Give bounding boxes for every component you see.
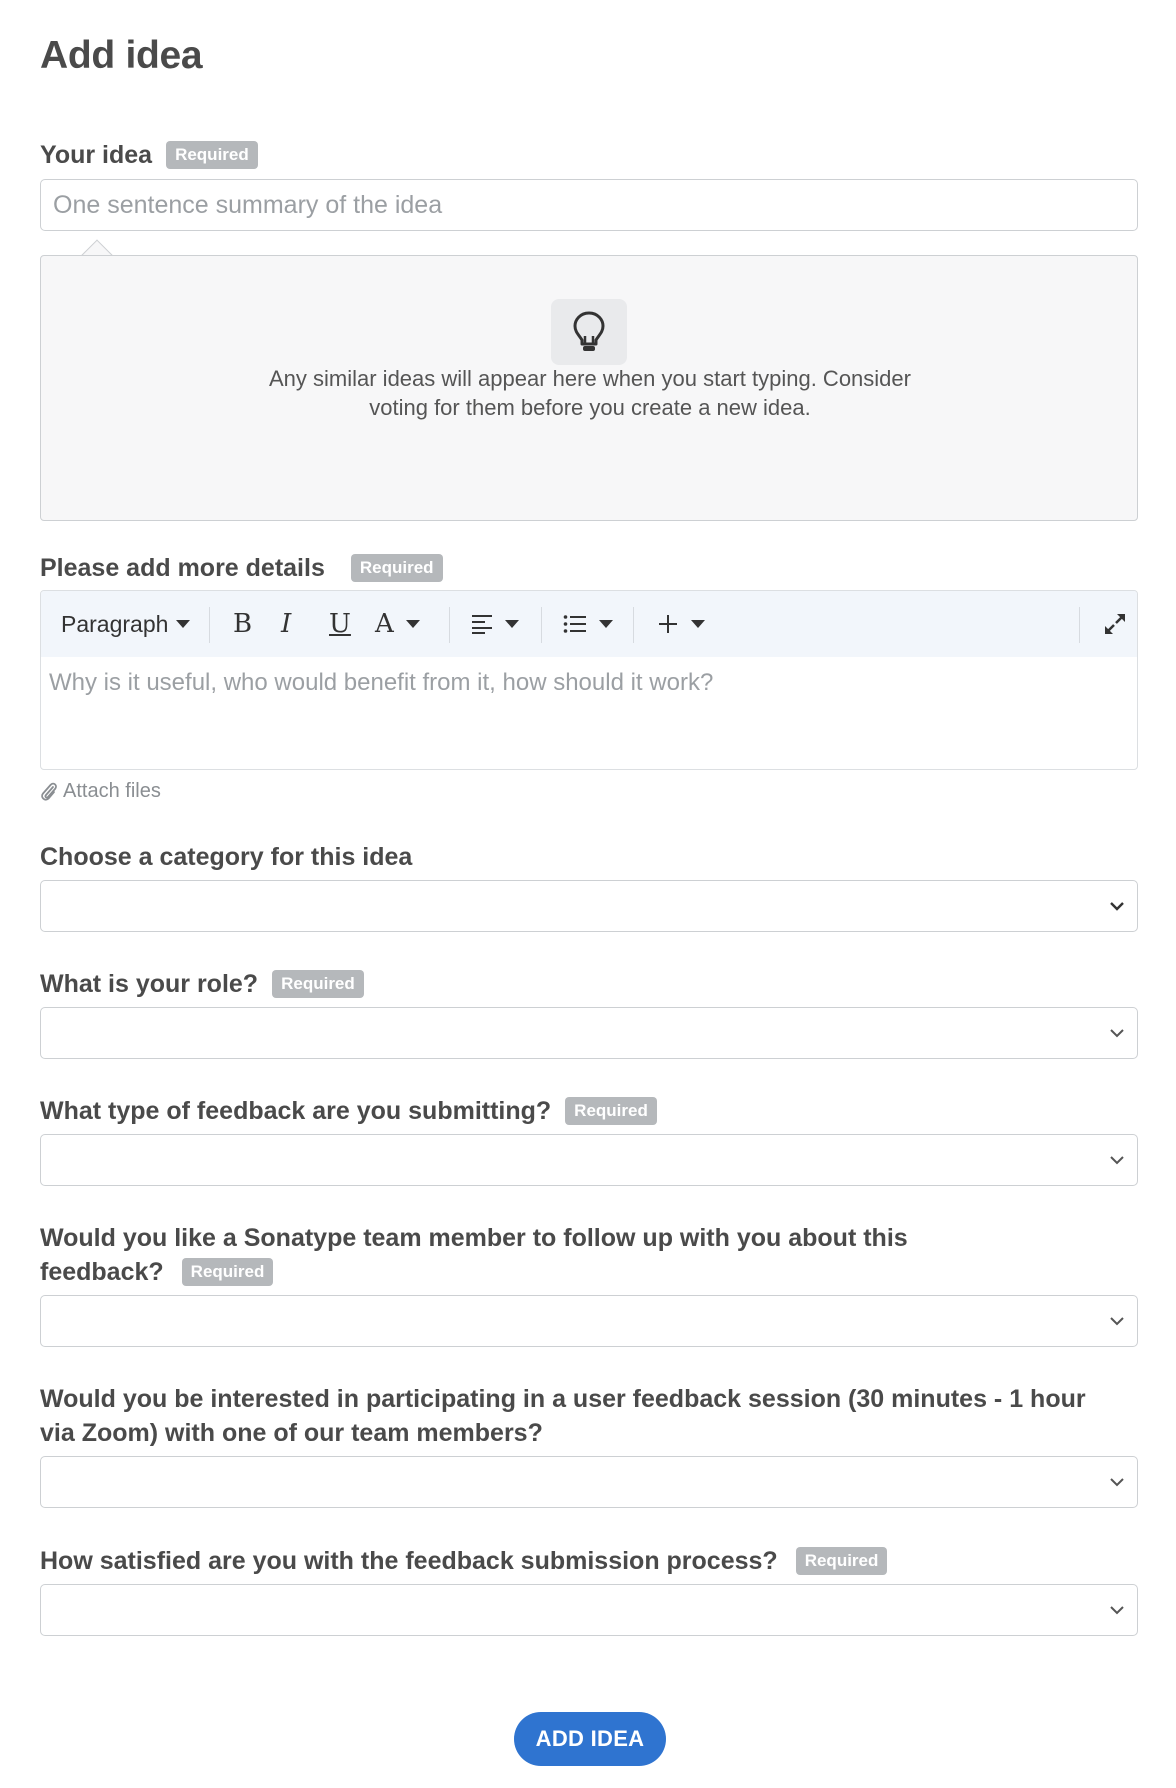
idea-label [40,138,258,172]
editor-toolbar [41,591,1137,657]
similar-ideas-line1: Any similar ideas will appear here when you start typing. Consider [269,366,911,391]
bold-button[interactable] [233,591,252,657]
fullscreen-button[interactable] [1103,591,1127,657]
italic-button[interactable] [281,591,291,657]
lightbulb-icon [551,299,627,365]
chevron-down-icon [505,620,519,628]
idea-summary-input[interactable] [40,179,1138,231]
role-label [40,967,364,1001]
chevron-down-icon [691,620,705,628]
underline-button[interactable] [329,591,351,657]
similar-ideas-panel [40,255,1138,521]
paperclip-icon [40,781,58,803]
chevron-down-icon [1107,1023,1127,1043]
similar-ideas-message [41,364,1139,422]
details-label-text: Please add more details [40,554,325,582]
block-format-label: Paragraph [61,610,169,637]
toolbar-divider [209,607,210,643]
required-badge: Required [565,1097,657,1125]
italic-icon: I [281,609,292,639]
role-select[interactable] [40,1007,1138,1059]
bold-icon: B [233,609,253,639]
toolbar-divider [1079,607,1080,643]
role-label-text: What is your role? [40,970,259,998]
required-badge: Required [182,1258,274,1286]
session-label [40,1382,1086,1450]
required-badge: Required [166,141,258,169]
attach-files-link[interactable] [40,780,161,803]
details-editor[interactable] [40,590,1138,770]
similar-ideas-line2: voting for them before you create a new idea. [369,395,811,420]
chevron-down-icon [599,620,613,628]
category-label [40,840,412,874]
session-label-line1: Would you be interested in participating in a user feedback session (30 minutes - 1 hour [40,1385,1086,1413]
font-color-dropdown[interactable] [375,591,420,657]
chevron-down-icon [1107,1150,1127,1170]
align-left-icon [471,613,493,635]
expand-icon [1103,612,1127,636]
follow-up-label-line2: feedback? [40,1258,164,1286]
font-color-icon: A [375,609,394,639]
details-label [40,551,443,585]
chevron-down-icon [1107,896,1127,916]
required-badge: Required [351,554,443,582]
follow-up-label [40,1221,908,1289]
satisfaction-label [40,1544,887,1578]
satisfaction-select[interactable] [40,1584,1138,1636]
chevron-down-icon [176,620,190,628]
feedback-type-select[interactable] [40,1134,1138,1186]
attach-files-label: Attach files [63,780,161,802]
list-dropdown[interactable] [563,591,613,657]
chevron-down-icon [1107,1600,1127,1620]
category-label-text: Choose a category for this idea [40,843,413,871]
details-placeholder: Why is it useful, who would benefit from it, how should it work? [49,669,714,696]
insert-dropdown[interactable] [657,591,705,657]
session-label-line2: via Zoom) with one of our team members? [40,1419,543,1447]
required-badge: Required [272,970,364,998]
chevron-down-icon [1107,1311,1127,1331]
chevron-down-icon [1107,1472,1127,1492]
toolbar-divider [541,607,542,643]
chevron-down-icon [406,620,420,628]
align-dropdown[interactable] [471,591,519,657]
idea-label-text: Your idea [40,141,153,169]
underline-icon: U [329,609,351,639]
toolbar-divider [449,607,450,643]
follow-up-label-line1: Would you like a Sonatype team member to follow up with you about this [40,1224,908,1252]
plus-icon [657,613,679,635]
feedback-type-label [40,1094,657,1128]
follow-up-select[interactable] [40,1295,1138,1347]
block-format-dropdown[interactable] [61,591,190,657]
bulleted-list-icon [563,613,587,635]
satisfaction-label-text: How satisfied are you with the feedback submission process? [40,1547,778,1575]
required-badge: Required [796,1547,888,1575]
feedback-type-label-text: What type of feedback are you submitting? [40,1097,552,1125]
add-idea-button[interactable]: ADD IDEA [514,1712,666,1766]
toolbar-divider [633,607,634,643]
category-select[interactable] [40,880,1138,932]
page-title: Add idea [40,34,203,77]
session-select[interactable] [40,1456,1138,1508]
